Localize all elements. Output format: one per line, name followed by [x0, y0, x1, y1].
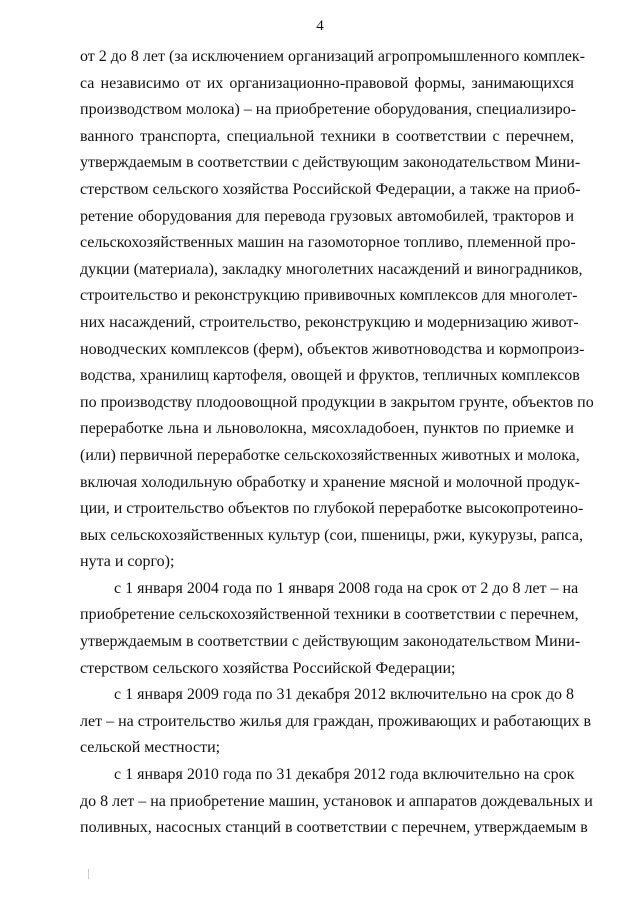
- text-line: до 8 лет – на приобретение машин, установок и аппаратов дождевальных и: [80, 792, 593, 810]
- paragraph-3: [80, 682, 592, 762]
- text-line: утверждаемым в соответствии с действующим законодательством Мини-: [80, 154, 581, 172]
- text-line: вых сельскохозяйственных культур (сои, пшеницы, ржи, кукурузы, рапса,: [80, 526, 583, 544]
- scan-artifact: [88, 869, 89, 879]
- text-line: переработке льна и льноволокна, мясохладобоен, пунктов по приемке и: [80, 420, 574, 438]
- paragraph-2: [80, 576, 581, 682]
- text-line: поливных, насосных станций в соответствии с перечнем, утверждаемым в: [80, 819, 588, 837]
- text-line: нута и сорго);: [80, 553, 175, 571]
- text-line: новодческих комплексов (ферм), объектов животноводства и кормопроиз-: [80, 340, 585, 358]
- text-line: дукции (материала), закладку многолетних насаждений и виноградников,: [80, 260, 583, 278]
- text-line: водства, хранилищ картофеля, овощей и фруктов, тепличных комплексов: [80, 367, 580, 385]
- text-line: ретение оборудования для перевода грузовых автомобилей, тракторов и: [80, 207, 574, 225]
- text-line: ванного транспорта, специальной техники в соответствии с перечнем,: [80, 127, 574, 145]
- text-line: включая холодильную обработку и хранение мясной и молочной продук-: [80, 473, 580, 491]
- text-line: (или) первичной переработке сельскохозяйственных животных и молока,: [80, 446, 580, 464]
- text-line: сельскохозяйственных машин на газомоторное топливо, племенной про-: [80, 234, 576, 252]
- text-line: стерством сельского хозяйства Российской Федерации, а также на приоб-: [80, 180, 581, 198]
- text-line: с 1 января 2010 года по 31 декабря 2012 года включительно на срок: [114, 766, 575, 784]
- text-line: производством молока) – на приобретение оборудования, специализиро-: [80, 101, 577, 119]
- text-line: утверждаемым в соответствии с действующим законодательством Мини-: [80, 633, 581, 651]
- body-text: [80, 44, 594, 842]
- text-line: с 1 января 2009 года по 31 декабря 2012 включительно на срок до 8: [114, 686, 574, 704]
- page-number: 4: [316, 18, 324, 34]
- paragraph-4: [80, 762, 593, 842]
- text-line: лет – на строительство жилья для граждан, проживающих и работающих в: [80, 712, 592, 730]
- paragraph-1: [80, 44, 594, 576]
- text-line: стерством сельского хозяйства Российской Федерации;: [80, 659, 456, 677]
- text-line: ции, и строительство объектов по глубокой переработке высокопротеино-: [80, 500, 584, 518]
- text-line: по производству плодоовощной продукции в закрытом грунте, объектов по: [80, 393, 594, 411]
- text-line: сельской местности;: [80, 739, 221, 757]
- text-line: с 1 января 2004 года по 1 января 2008 года на срок от 2 до 8 лет – на: [114, 579, 579, 597]
- text-line: приобретение сельскохозяйственной техники в соответствии с перечнем,: [80, 606, 579, 624]
- text-line: са независимо от их организационно-правовой формы, занимающихся: [80, 74, 574, 92]
- text-line: строительство и реконструкцию прививочных комплексов для многолет-: [80, 287, 578, 305]
- text-line: от 2 до 8 лет (за исключением организаций агропромышленного комплек-: [80, 48, 585, 65]
- text-line: них насаждений, строительство, реконструкцию и модернизацию живот-: [80, 313, 579, 331]
